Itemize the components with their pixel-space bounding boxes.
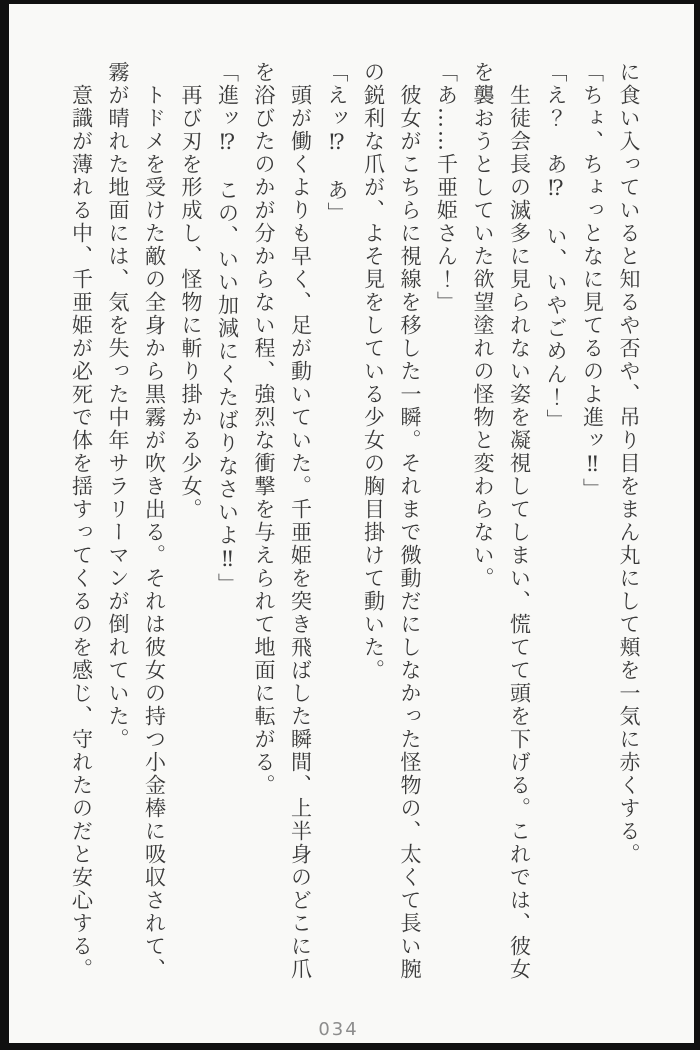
text-column: の鋭利な爪が、よそ見をしている少女の胸目掛けて動いた。	[361, 61, 386, 682]
text-column: に食い入っていると知るや否や、吊り目をまん丸にして頬を一気に赤くする。	[617, 61, 641, 866]
text-column: を襲おうとしていた欲望塗れの怪物と変わらない。	[471, 61, 495, 590]
text-column: 意識が薄れる中、千亜姫が必死で体を揺すってくるのを感じ、守れたのだと安心する。	[69, 61, 94, 981]
text-column: 頭が働くよりも早く、足が動いていた。千亜姫を突き飛ばした瞬間、上半身のどこに爪	[288, 61, 313, 981]
text-column: 彼女がこちらに視線を移した一瞬。それまで微動だにしなかった怪物の、太くて長い腕	[398, 61, 422, 981]
text-column: 「ちょ、ちょっとなに見てるのよ進ッ‼」	[580, 61, 605, 501]
text-column: 「進ッ⁉ この、いい加減にくたばりなさいよ‼」	[215, 61, 240, 596]
text-column: トドメを受けた敵の全身から黒霧が吹き出る。それは彼女の持つ小金棒に吸収されて、	[142, 61, 167, 981]
text-column: 霧が晴れた地面には、気を失った中年サラリーマンが倒れていた。	[106, 61, 130, 751]
text-column: 「えッ⁉ あ」	[325, 61, 349, 225]
paper-surface	[9, 4, 694, 1043]
text-column: 「え？ あ⁉ い、いやごめん！」	[544, 61, 568, 432]
vertical-text-block	[63, 61, 647, 999]
text-column: 生徒会長の滅多に見られない姿を凝視してしまい、慌てて頭を下げる。これでは、彼女	[507, 61, 532, 981]
text-column: 「あ……千亜姫さん！」	[434, 61, 459, 314]
text-column: 再び刃を形成し、怪物に斬り掛かる少女。	[179, 61, 203, 521]
text-column: を浴びたのかが分からない程、強烈な衝撃を与えられて地面に転がる。	[252, 61, 276, 797]
page-number: 034	[318, 1019, 359, 1040]
